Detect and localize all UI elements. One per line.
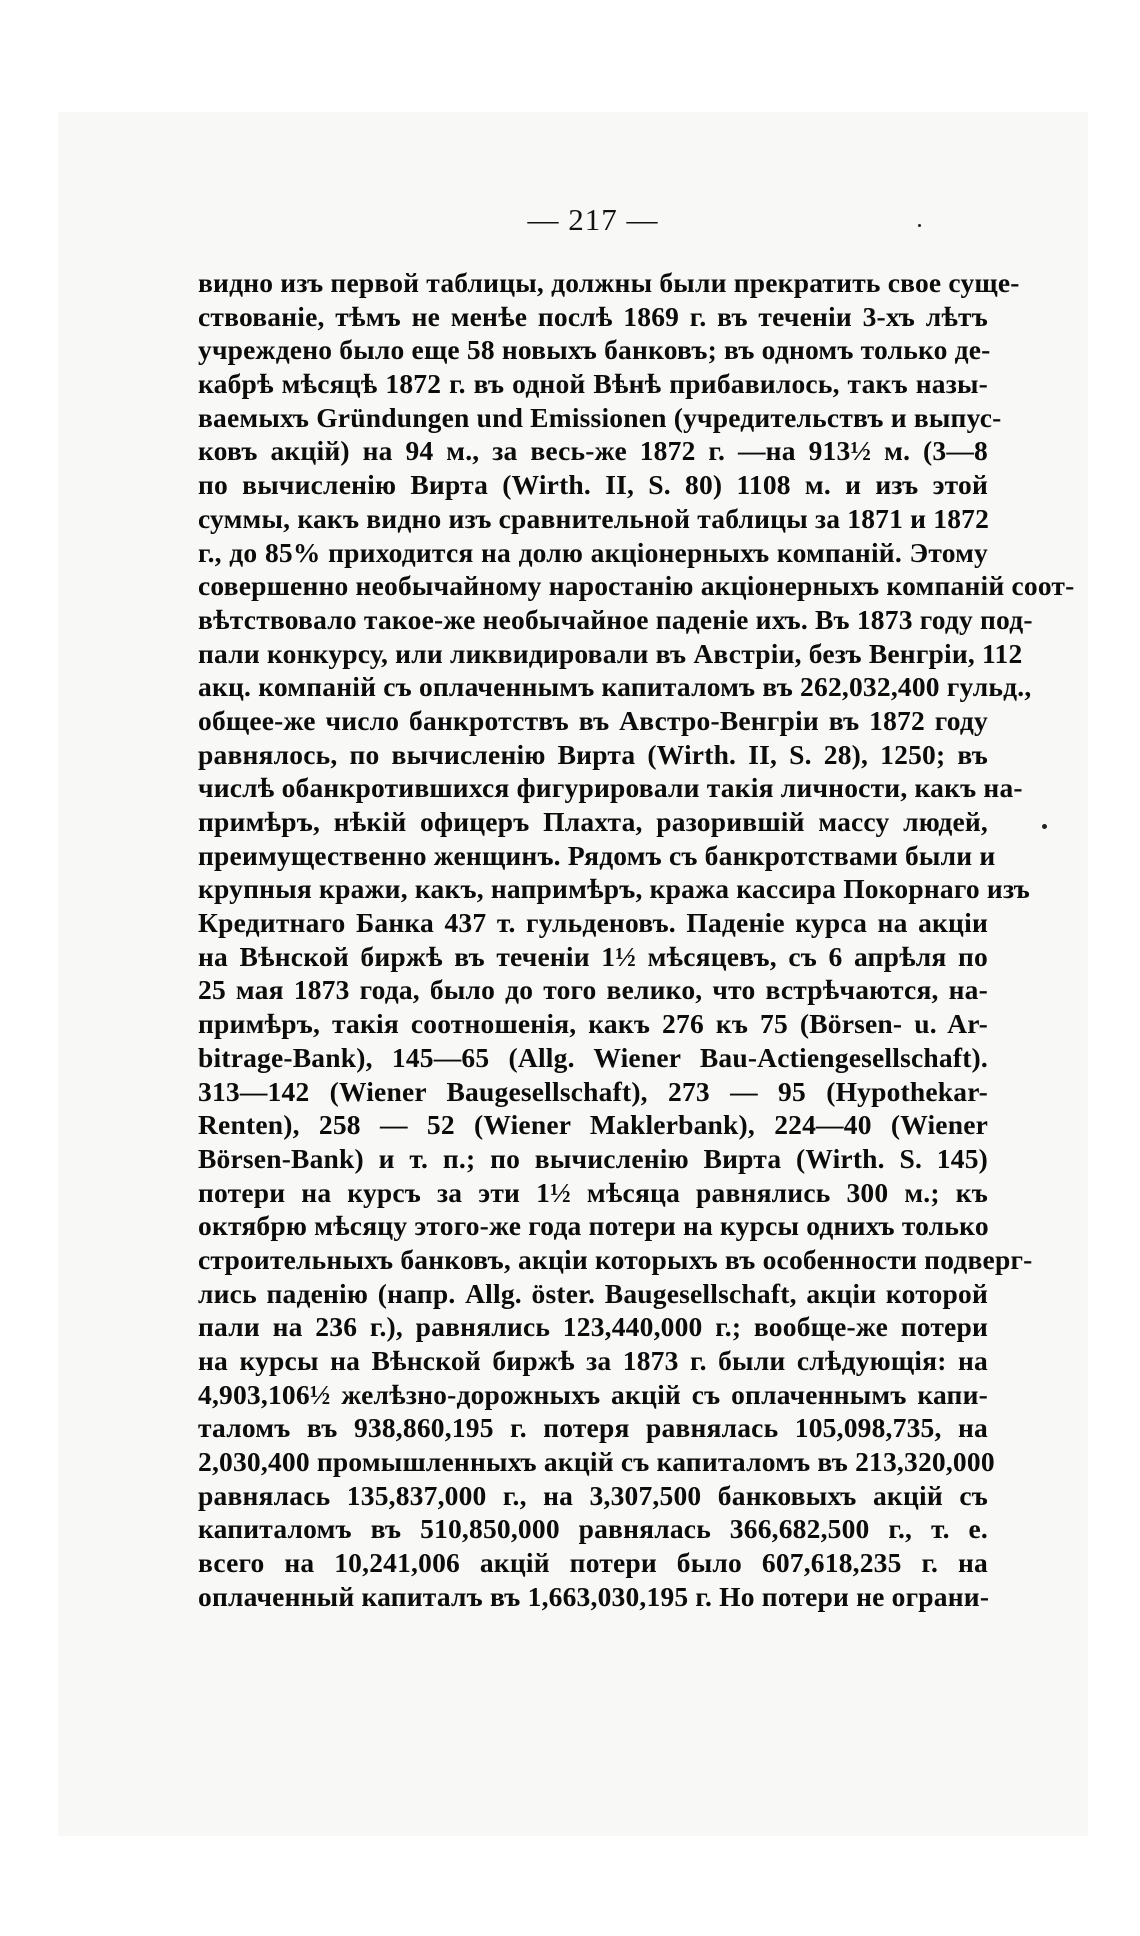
text-line: ваемыхъ Gründungen und Emissionen (учредительствъ и выпус-: [198, 401, 1002, 433]
text-line: Börsen-Bank) и т. п.; по вычисленію Вирта (Wirth. S. 145): [198, 1142, 988, 1174]
text-line: кабрѣ мѣсяцѣ 1872 г. въ одной Вѣнѣ прибавилось, такъ назы-: [198, 368, 988, 400]
page-number: — 217 —: [527, 202, 659, 237]
text-line: оплаченный капиталъ въ 1,663,030,195 г. Но потери не ограни-: [198, 1580, 990, 1612]
text-line: ствованіе, тѣмъ не менѣе послѣ 1869 г. въ теченіи 3-хъ лѣтъ: [198, 300, 988, 332]
text-line: капиталомъ въ 510,850,000 равнялась 366,682,500 г., т. е.: [198, 1513, 988, 1545]
text-line: всего на 10,241,006 акцій потери было 607,618,235 г. на: [198, 1547, 988, 1579]
text-line: пали на 236 г.), равнялись 123,440,000 г.; вообще-же потери: [198, 1311, 988, 1343]
text-line: ковъ акцій) на 94 м., за весь-же 1872 г. —на 913½ м. (3—8: [198, 435, 988, 467]
text-line: числѣ обанкротившихся фигурировали такія личности, какъ на-: [198, 772, 1023, 804]
text-line: преимущественно женщинъ. Рядомъ съ банкротствами были и: [198, 839, 996, 871]
text-line: потери на курсъ за эти 1½ мѣсяца равнялись 300 м.; къ: [198, 1176, 988, 1208]
text-line: крупныя кражи, какъ, напримѣръ, кража кассира Покорнаго изъ: [198, 873, 1030, 905]
text-line: 313—142 (Wiener Baugesellschaft), 273 — 95 (Hypothekar-: [198, 1075, 988, 1107]
text-line: примѣръ, такія соотношенія, какъ 276 къ 75 (Börsen- u. Ar-: [198, 1008, 988, 1040]
scan-speck: [1042, 824, 1047, 829]
text-line: пали конкурсу, или ликвидировали въ Австріи, безъ Венгріи, 112: [198, 637, 1023, 669]
text-line: по вычисленію Вирта (Wirth. II, S. 80) 1108 м. и изъ этой: [198, 469, 988, 501]
scan-speck: [918, 224, 921, 227]
text-line: таломъ въ 938,860,195 г. потеря равнялась 105,098,735, на: [198, 1412, 988, 1444]
text-line: примѣръ, нѣкій офицеръ Плахта, разорившій массу людей,: [198, 806, 988, 837]
text-line: на Вѣнской биржѣ въ теченіи 1½ мѣсяцевъ, съ 6 апрѣля по: [198, 940, 988, 972]
text-line: Renten), 258 — 52 (Wiener Maklerbank), 224—40 (Wiener: [198, 1109, 988, 1141]
text-line: равнялась 135,837,000 г., на 3,307,500 банковыхъ акцій съ: [198, 1479, 988, 1511]
text-line: совершенно необычайному наростанію акціонерныхъ компаній соот-: [198, 570, 1075, 602]
text-line: 25 мая 1873 года, было до того велико, что встрѣчаются, на-: [198, 974, 988, 1006]
text-line: суммы, какъ видно изъ сравнительной таблицы за 1871 и 1872: [198, 502, 990, 534]
text-line: 2,030,400 промышленныхъ акцій съ капиталомъ въ 213,320,000: [198, 1446, 995, 1478]
body-text: [198, 266, 1075, 1614]
text-line: лись паденію (напр. Allg. öster. Baugesellschaft, акціи которой: [198, 1277, 988, 1309]
text-line: 4,903,106½ желѣзно-дорожныхъ акцій съ оплаченнымъ капи-: [198, 1378, 988, 1410]
text-line: на курсы на Вѣнской биржѣ за 1873 г. были слѣдующія: на: [198, 1345, 988, 1376]
text-line: акц. компаній съ оплаченнымъ капиталомъ въ 262,032,400 гульд.,: [198, 671, 1032, 703]
text-line: вѣтствовало такое-же необычайное паденіе ихъ. Въ 1873 году под-: [198, 603, 1033, 635]
text-line: общее-же число банкротствъ въ Австро-Венгріи въ 1872 году: [198, 704, 988, 736]
text-line: видно изъ первой таблицы, должны были прекратить свое суще-: [198, 267, 1020, 298]
text-line: строительныхъ банковъ, акціи которыхъ въ особенности подверг-: [198, 1243, 1033, 1275]
text-line: учреждено было еще 58 новыхъ банковъ; въ одномъ только де-: [198, 334, 991, 366]
text-line: bitrage-Bank), 145—65 (Allg. Wiener Bau-Actiengesellschaft).: [198, 1041, 988, 1073]
text-line: равнялось, по вычисленію Вирта (Wirth. II, S. 28), 1250; въ: [198, 738, 988, 770]
text-line: г., до 85% приходится на долю акціонерныхъ компаній. Этому: [198, 536, 988, 568]
text-line: октябрю мѣсяцу этого-же года потери на курсы однихъ только: [198, 1210, 989, 1242]
text-line: Кредитнаго Банка 437 т. гульденовъ. Паденіе курса на акціи: [198, 907, 988, 939]
